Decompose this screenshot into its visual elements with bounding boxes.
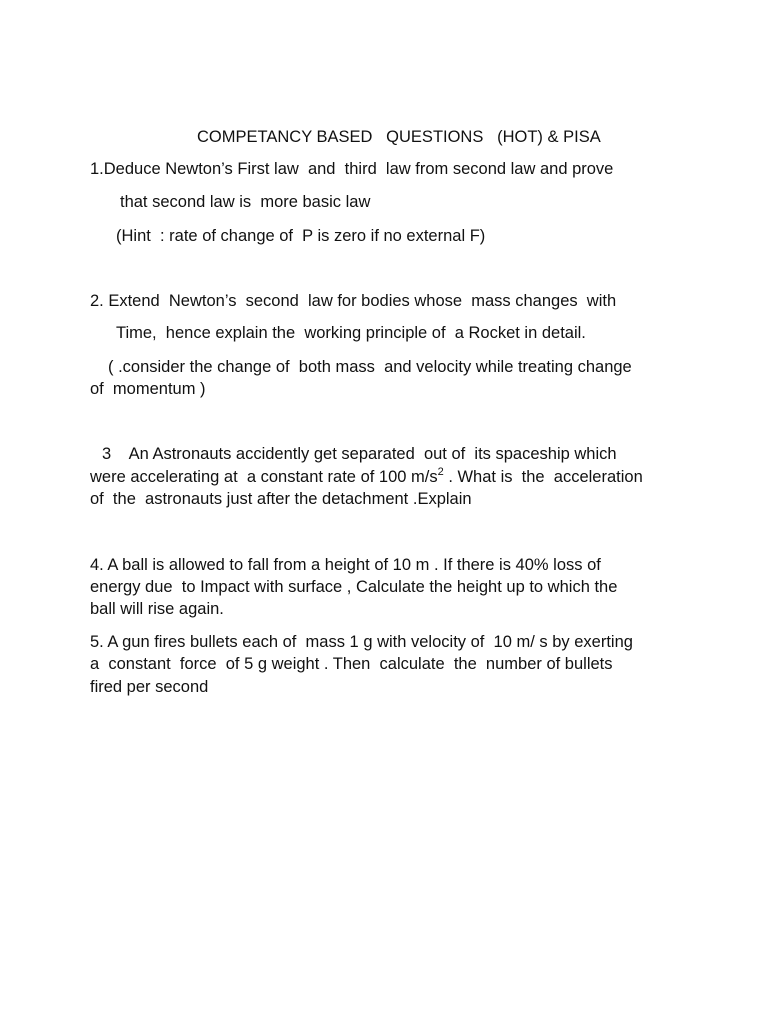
question-5-line-2: a constant force of 5 g weight . Then calculate the number of bullets <box>90 655 613 673</box>
question-5-line-3: fired per second <box>90 678 209 696</box>
question-4-line-2: energy due to Impact with surface , Calculate the height up to which the <box>90 578 618 596</box>
question-2-line-3: ( .consider the change of both mass and velocity while treating change <box>108 358 632 376</box>
question-5-line-1: 5. A gun fires bullets each of mass 1 g with velocity of 10 m/ s by exerting <box>90 633 633 651</box>
question-1-hint: (Hint : rate of change of P is zero if no external F) <box>116 227 486 245</box>
question-3-line-1: 3 An Astronauts accidently get separated out of its spaceship which <box>102 445 617 463</box>
superscript-squared: 2 <box>437 466 444 478</box>
page-title: COMPETANCY BASED QUESTIONS (HOT) & PISA <box>197 128 601 146</box>
question-1-line-1: 1.Deduce Newton’s First law and third law from second law and prove <box>90 160 614 178</box>
question-2-line-2: Time, hence explain the working principle of a Rocket in detail. <box>116 324 586 342</box>
question-4-line-1: 4. A ball is allowed to fall from a height of 10 m . If there is 40% loss of <box>90 556 601 574</box>
question-2-line-4: of momentum ) <box>90 380 206 398</box>
question-3-line-2-rest: . What is the acceleration <box>443 468 643 486</box>
question-3-line-2-text: were accelerating at a constant rate of 100 m/s <box>90 468 438 486</box>
question-4-line-3: ball will rise again. <box>90 600 224 618</box>
question-1-line-2: that second law is more basic law <box>120 193 371 211</box>
question-3-line-3: of the astronauts just after the detachment .Explain <box>90 490 472 508</box>
question-2-line-1: 2. Extend Newton’s second law for bodies whose mass changes with <box>90 292 617 310</box>
question-3-line-2 <box>90 466 643 488</box>
